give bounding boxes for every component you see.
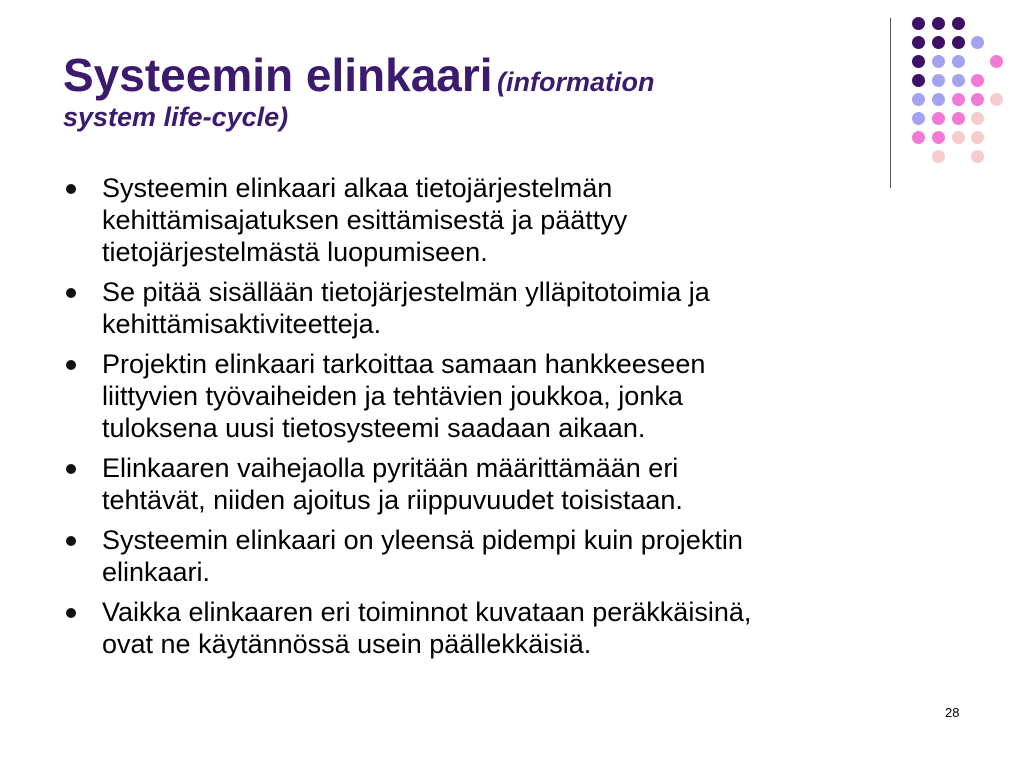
bullet-line: Vaikka elinkaaren eri toiminnot kuvataan peräkkäisinä,: [102, 597, 752, 627]
decorative-dot: [952, 17, 965, 30]
bullet-item: [62, 172, 942, 268]
bullet-line: ovat ne käytännössä usein päällekkäisiä.: [102, 629, 592, 659]
decorative-dot: [912, 17, 925, 30]
decorative-dot: [952, 74, 965, 87]
bullet-item: [62, 452, 942, 516]
bullet-line: tietojärjestelmästä luopumiseen.: [102, 237, 488, 267]
vertical-divider: [890, 18, 891, 188]
decorative-dot: [932, 131, 945, 144]
decorative-dot: [912, 131, 925, 144]
decorative-dot: [932, 55, 945, 68]
decorative-dot: [990, 55, 1003, 68]
bullet-line: kehittämisaktiviteetteja.: [102, 309, 382, 339]
decorative-dot: [971, 74, 984, 87]
decorative-dot: [952, 55, 965, 68]
slide-title: [63, 49, 863, 132]
bullet-line: elinkaari.: [102, 557, 211, 587]
decorative-dot: [932, 74, 945, 87]
decorative-dot: [932, 36, 945, 49]
title-sub-part2: system life-cycle): [63, 102, 289, 132]
decorative-dot: [932, 17, 945, 30]
decorative-dot: [971, 36, 984, 49]
decorative-dot: [912, 112, 925, 125]
bullet-dot-icon: [66, 288, 76, 298]
decorative-dot: [952, 93, 965, 106]
bullet-line: Systeemin elinkaari on yleensä pidempi kuin projektin: [102, 525, 743, 555]
bullet-line: liittyvien työvaiheiden ja tehtävien joukkoa, jonka: [102, 381, 683, 411]
decorative-dot: [932, 112, 945, 125]
bullet-line: tuloksena uusi tietosysteemi saadaan aikaan.: [102, 413, 646, 443]
bullet-line: kehittämisajatuksen esittämisestä ja päättyy: [102, 205, 628, 235]
bullet-dot-icon: [66, 184, 76, 194]
bullet-item: [62, 524, 942, 588]
bullet-line: Elinkaaren vaihejaolla pyritään määrittämään eri: [102, 453, 679, 483]
decorative-dot: [990, 93, 1003, 106]
bullet-line: Systeemin elinkaari alkaa tietojärjestelmän: [102, 173, 613, 203]
decorative-dot: [952, 131, 965, 144]
decorative-dot: [971, 150, 984, 163]
decorative-dot: [952, 36, 965, 49]
title-sub-part1: (information: [497, 67, 655, 97]
bullet-line: Se pitää sisällään tietojärjestelmän ylläpitotoimia ja: [102, 277, 710, 307]
bullet-item: [62, 276, 942, 340]
title-main: Systeemin elinkaari: [63, 49, 493, 101]
decorative-dot: [912, 93, 925, 106]
bullet-list: [62, 172, 942, 668]
decorative-dot: [971, 112, 984, 125]
decorative-dot: [932, 150, 945, 163]
decorative-dot: [912, 36, 925, 49]
bullet-line: tehtävät, niiden ajoitus ja riippuvuudet toisistaan.: [102, 485, 683, 515]
bullet-item: [62, 596, 942, 660]
bullet-item: [62, 348, 942, 444]
decorative-dot: [912, 74, 925, 87]
bullet-dot-icon: [66, 360, 76, 370]
bullet-dot-icon: [66, 464, 76, 474]
bullet-line: Projektin elinkaari tarkoittaa samaan hankkeeseen: [102, 349, 706, 379]
page-number: 28: [945, 705, 960, 720]
decorative-dot: [971, 131, 984, 144]
decorative-dot: [971, 93, 984, 106]
bullet-dot-icon: [66, 608, 76, 618]
decorative-dot: [932, 93, 945, 106]
decorative-dot: [912, 55, 925, 68]
decorative-dot: [952, 112, 965, 125]
bullet-dot-icon: [66, 536, 76, 546]
